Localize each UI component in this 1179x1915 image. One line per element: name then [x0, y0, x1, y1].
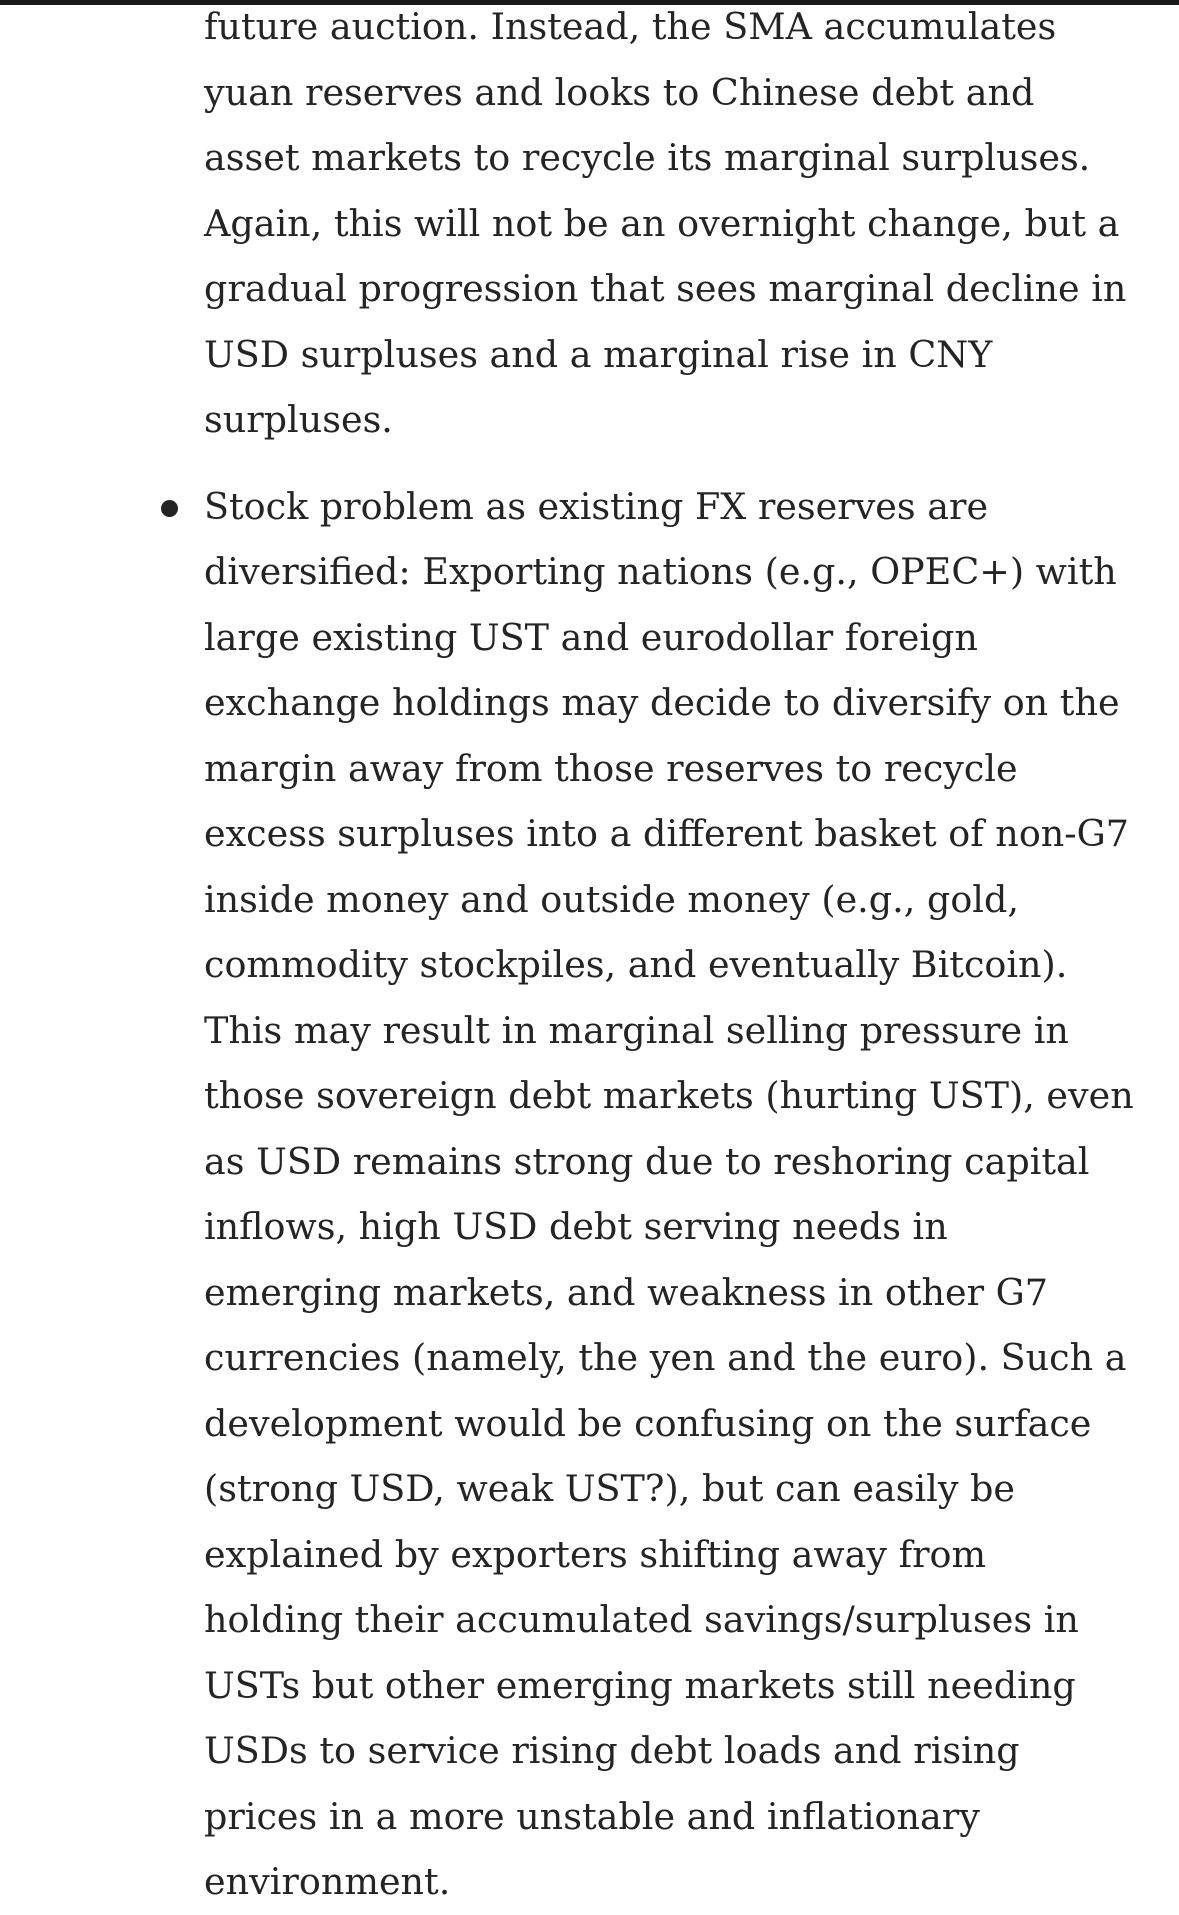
continued-paragraph: future auction. Instead, the SMA accumulates yuan reserves and looks to Chinese debt and asset markets to recycle its marginal surpluses. Again, this will not be an overnight change, but a gradual progression that sees marginal decline in USD surpluses and a marginal rise in CNY surpluses. [204, 5, 1127, 441]
article-body [204, 0, 1134, 1915]
list-item [204, 474, 1134, 1915]
list-item-text: Stock problem as existing FX reserves are diversified: Exporting nations (e.g., OPEC+) with large existing UST and eurodollar foreign exchange holdings may decide to diversify on the margin away from those reserves to recycle excess surpluses into a different basket of non-G7 inside money and outside money (e.g., gold, commodity stockpiles, and eventually Bitcoin). This may result in marginal selling pressure in those sovereign debt markets (hurting UST), even as USD remains strong due to reshoring capital inflows, high USD debt serving needs in emerging markets, and weakness in other G7 currencies (namely, the yen and the euro). Such a development would be confusing on the surface (strong USD, weak UST?), but can easily be explained by exporters shifting away from holding their accumulated savings/surpluses in USTs but other emerging markets still needing USDs to service rising debt loads and rising prices in a more unstable and inflationary environment. [204, 484, 1134, 1903]
bullet-icon [161, 500, 178, 517]
